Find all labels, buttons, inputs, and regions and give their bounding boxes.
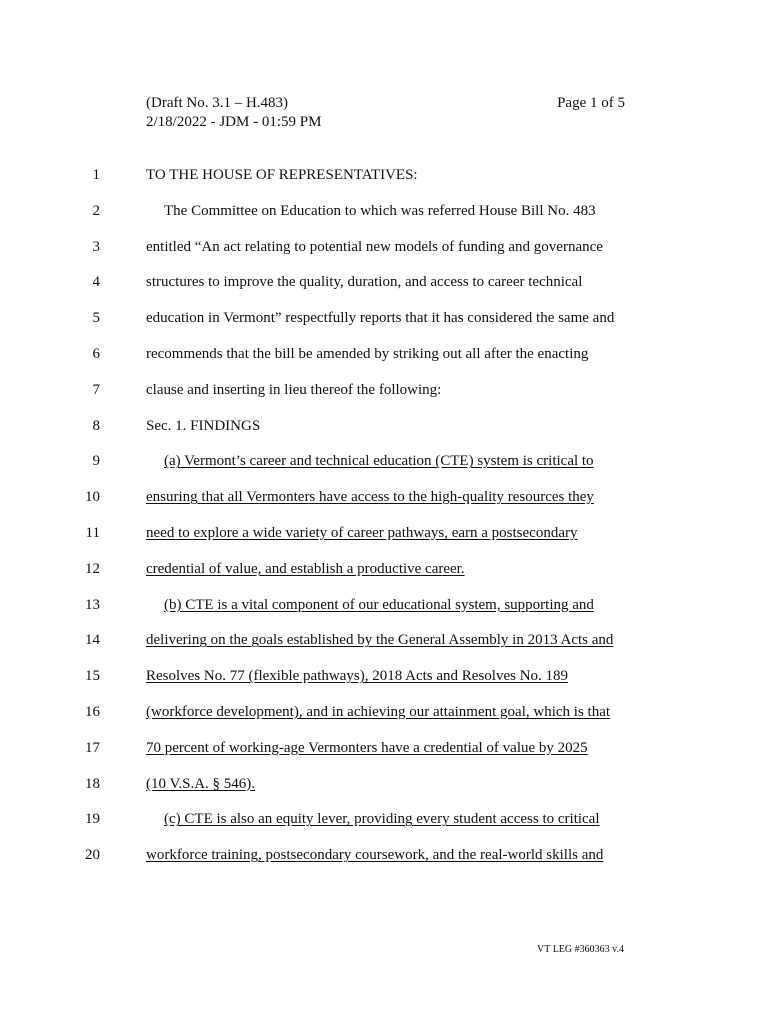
line-number: 19 xyxy=(85,811,100,828)
line-number: 4 xyxy=(92,274,100,291)
line-number: 11 xyxy=(85,525,100,541)
line-number: 10 xyxy=(85,489,100,506)
line-text: (b) CTE is a vital component of our educational system, supporting and xyxy=(164,596,594,613)
document-line xyxy=(0,845,770,867)
line-text: ensuring that all Vermonters have access to the high-quality resources they xyxy=(146,489,594,506)
line-text: (workforce development), and in achieving our attainment goal, which is that xyxy=(146,704,611,720)
line-number: 16 xyxy=(85,704,100,720)
line-number: 20 xyxy=(85,847,100,864)
document-line xyxy=(0,416,770,438)
line-text: need to explore a wide variety of career pathways, earn a postsecondary xyxy=(146,525,578,541)
line-text: Resolves No. 77 (flexible pathways), 2018 Acts and Resolves No. 189 xyxy=(146,668,569,685)
line-text: Sec. 1. FINDINGS xyxy=(146,417,261,434)
document-line xyxy=(0,809,770,831)
line-text: entitled “An act relating to potential new models of funding and governance xyxy=(146,238,603,255)
line-text: education in Vermont” respectfully reports that it has considered the same and xyxy=(146,310,615,327)
document-line xyxy=(0,630,770,652)
document-line xyxy=(0,344,770,366)
document-line xyxy=(0,308,770,330)
document-line xyxy=(0,487,770,509)
document-line xyxy=(0,165,770,187)
line-text: credential of value, and establish a productive career. xyxy=(146,560,465,577)
line-number: 17 xyxy=(85,739,100,756)
line-text: (10 V.S.A. § 546). xyxy=(146,775,256,792)
document-line xyxy=(0,380,770,402)
line-text: 70 percent of working-age Vermonters have a credential of value by 2025 xyxy=(146,739,588,756)
line-number: 18 xyxy=(85,775,100,792)
document-line xyxy=(0,666,770,688)
line-number: 7 xyxy=(92,381,100,398)
line-text: TO THE HOUSE OF REPRESENTATIVES: xyxy=(146,167,418,183)
document-line xyxy=(0,738,770,760)
line-number: 12 xyxy=(85,560,100,577)
line-number: 2 xyxy=(92,202,100,219)
page-number: Page 1 of 5 xyxy=(557,95,625,111)
line-text: recommends that the bill be amended by striking out all after the enacting xyxy=(146,346,589,362)
document-line xyxy=(0,595,770,617)
document-line xyxy=(0,774,770,796)
line-text: (c) CTE is also an equity lever, providing every student access to critical xyxy=(164,811,600,828)
line-number: 14 xyxy=(85,632,100,649)
line-text: clause and inserting in lieu thereof the following: xyxy=(146,381,442,398)
document-line xyxy=(0,237,770,259)
line-number: 1 xyxy=(92,167,100,183)
draft-date-line: 2/18/2022 - JDM - 01:59 PM xyxy=(146,114,322,130)
line-number: 5 xyxy=(92,310,100,327)
line-number: 15 xyxy=(85,668,100,685)
line-number: 3 xyxy=(92,238,100,255)
line-text: workforce training, postsecondary coursework, and the real-world skills and xyxy=(146,847,604,864)
line-number: 6 xyxy=(92,346,100,362)
line-text: delivering on the goals established by the General Assembly in 2013 Acts and xyxy=(146,632,614,649)
document-line xyxy=(0,272,770,294)
line-number: 8 xyxy=(92,417,100,434)
line-text: structures to improve the quality, duration, and access to career technical xyxy=(146,274,583,291)
document-header xyxy=(146,94,321,132)
line-text: The Committee on Education to which was referred House Bill No. 483 xyxy=(164,202,596,219)
line-number: 13 xyxy=(85,596,100,613)
document-id-footer: VT LEG #360363 v.4 xyxy=(537,944,624,955)
document-line xyxy=(0,201,770,223)
line-text: (a) Vermont’s career and technical education (CTE) system is critical to xyxy=(164,453,594,470)
document-line xyxy=(0,451,770,473)
draft-number: (Draft No. 3.1 – H.483) xyxy=(146,95,289,111)
line-number: 9 xyxy=(92,453,100,470)
document-line xyxy=(0,559,770,581)
document-line xyxy=(0,523,770,545)
document-line xyxy=(0,702,770,724)
